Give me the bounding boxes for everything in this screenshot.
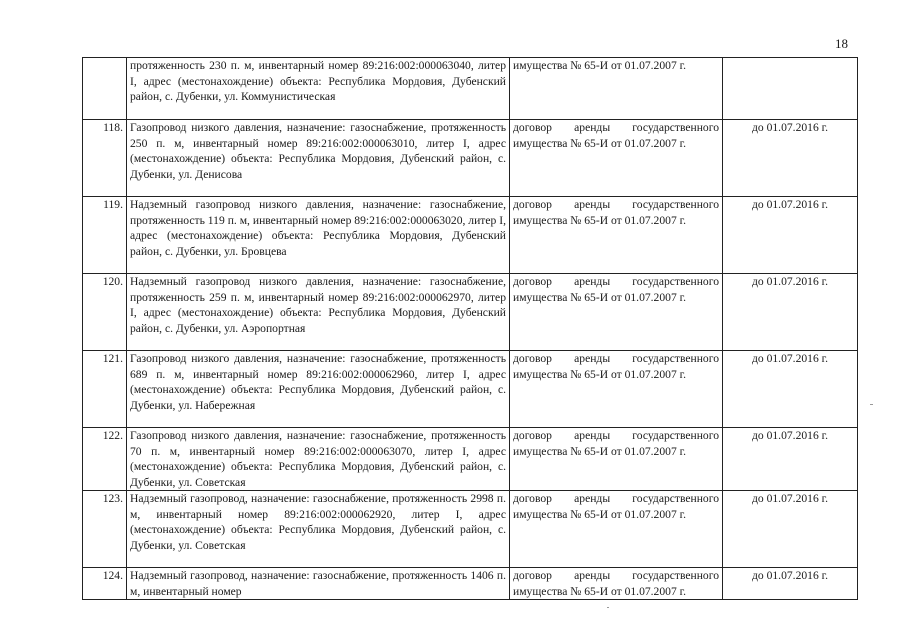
object-description: Надземный газопровод, назначение: газоснабжение, протяженность 1406 п. м, инвентарный номер xyxy=(127,568,510,600)
table-row xyxy=(83,197,858,274)
legal-basis: договор аренды государственного имущества № 65-И от 01.07.2007 г. xyxy=(510,428,723,491)
row-number: 118. xyxy=(83,120,127,197)
page-number: 18 xyxy=(835,36,848,51)
table-row xyxy=(83,120,858,197)
table-row xyxy=(83,491,858,568)
table-row xyxy=(83,568,858,600)
term-date xyxy=(723,58,858,120)
term-date: до 01.07.2016 г. xyxy=(723,428,858,491)
scan-speck xyxy=(607,607,609,608)
table-row xyxy=(83,274,858,351)
row-number: 121. xyxy=(83,351,127,428)
legal-basis: договор аренды государственного имущества № 65-И от 01.07.2007 г. xyxy=(510,120,723,197)
row-number: 122. xyxy=(83,428,127,491)
object-description: Газопровод низкого давления, назначение: газоснабжение, протяженность 689 п. м, инвентарный номер 89:216:002:000062960, литер I, адрес (местонахождение) объекта: Республика Мордовия, Дубенский район, с. Дубенки, ул. Набережная xyxy=(127,351,510,428)
legal-basis: имущества № 65-И от 01.07.2007 г. xyxy=(510,58,723,120)
table-row xyxy=(83,351,858,428)
table-row xyxy=(83,428,858,491)
legal-basis: договор аренды государственного имущества № 65-И от 01.07.2007 г. xyxy=(510,274,723,351)
term-date: до 01.07.2016 г. xyxy=(723,274,858,351)
legal-basis: договор аренды государственного имущества № 65-И от 01.07.2007 г. xyxy=(510,568,723,600)
table-row xyxy=(83,58,858,120)
term-date: до 01.07.2016 г. xyxy=(723,197,858,274)
object-description: Газопровод низкого давления, назначение: газоснабжение, протяженность 250 п. м, инвентарный номер 89:216:002:000063010, литер I, адрес (местонахождение) объекта: Республика Мордовия, Дубенский район, с. Дубенки, ул. Денисова xyxy=(127,120,510,197)
term-date: до 01.07.2016 г. xyxy=(723,351,858,428)
object-description: Надземный газопровод низкого давления, назначение: газоснабжение, протяженность 119 п. м, инвентарный номер 89:216:002:000063020, литер I, адрес (местонахождение) объекта: Республика Мордовия, Дубенский район, с. Дубенки, ул. Бровцева xyxy=(127,197,510,274)
row-number: 120. xyxy=(83,274,127,351)
legal-basis: договор аренды государственного имущества № 65-И от 01.07.2007 г. xyxy=(510,351,723,428)
legal-basis: договор аренды государственного имущества № 65-И от 01.07.2007 г. xyxy=(510,491,723,568)
term-date: до 01.07.2016 г. xyxy=(723,491,858,568)
row-number: 123. xyxy=(83,491,127,568)
row-number: 124. xyxy=(83,568,127,600)
term-date: до 01.07.2016 г. xyxy=(723,568,858,600)
row-number: 119. xyxy=(83,197,127,274)
legal-basis: договор аренды государственного имущества № 65-И от 01.07.2007 г. xyxy=(510,197,723,274)
scan-speck xyxy=(870,404,873,405)
row-number xyxy=(83,58,127,120)
object-description: Газопровод низкого давления, назначение: газоснабжение, протяженность 70 п. м, инвентарный номер 89:216:002:000063070, литер I, адрес (местонахождение) объекта: Республика Мордовия, Дубенский район, с. Дубенки, ул. Советская xyxy=(127,428,510,491)
object-description: Надземный газопровод низкого давления, назначение: газоснабжение, протяженность 259 п. м, инвентарный номер 89:216:002:000062970, литер I, адрес (местонахождение) объекта: Республика Мордовия, Дубенский район, с. Дубенки, ул. Аэропортная xyxy=(127,274,510,351)
object-description: протяженность 230 п. м, инвентарный номер 89:216:002:000063040, литер I, адрес (местонахождение) объекта: Республика Мордовия, Дубенский район, с. Дубенки, ул. Коммунистическая xyxy=(127,58,510,120)
object-description: Надземный газопровод, назначение: газоснабжение, протяженность 2998 п. м, инвентарный номер 89:216:002:000062920, литер I, адрес (местонахождение) объекта: Республика Мордовия, Дубенский район, с. Дубенки, ул. Советская xyxy=(127,491,510,568)
term-date: до 01.07.2016 г. xyxy=(723,120,858,197)
property-registry-table xyxy=(82,57,858,600)
